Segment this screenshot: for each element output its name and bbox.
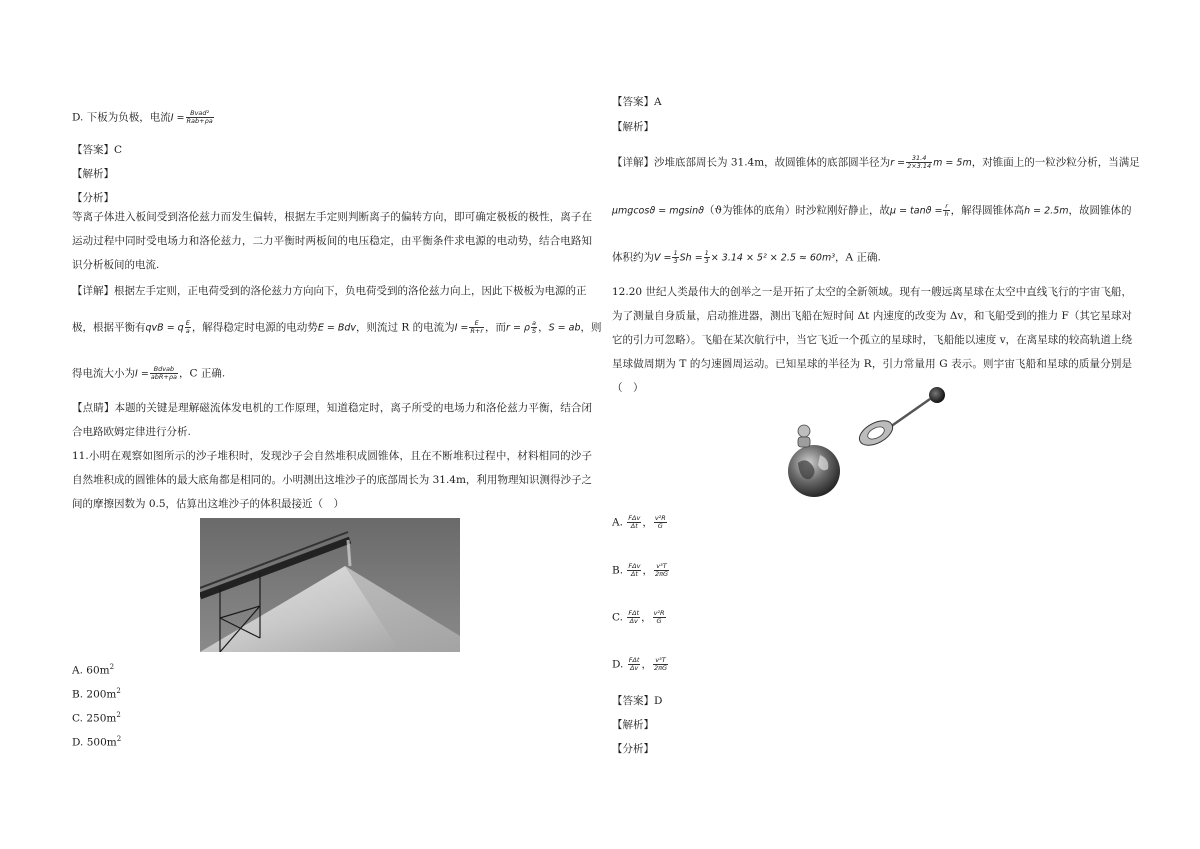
text-segment: ，C 正确.: [178, 367, 226, 380]
fraction-denominator: Δt: [630, 569, 638, 578]
separator: ，: [641, 658, 652, 671]
fraction-denominator: h: [944, 209, 949, 218]
fraction-denominator: 2×3.14: [907, 161, 932, 170]
text-segment: ，: [538, 321, 549, 334]
text-segment: 得电流大小为: [72, 367, 135, 380]
analysis-label: 【解析】: [72, 168, 114, 180]
equation-segment: Sh =: [679, 252, 703, 264]
equation-segment: μ = tanϑ =: [890, 205, 943, 217]
separator: ，: [642, 516, 653, 529]
fraction-numerator: v²R: [653, 609, 665, 617]
fraction: [627, 515, 641, 530]
equation-segment: S = ab: [548, 322, 581, 334]
text-segment: 极，根据平衡有: [72, 321, 146, 334]
fraction-denominator: G: [656, 616, 662, 625]
text-segment: ，解得稳定时电源的电动势: [191, 321, 318, 334]
option-text: A. 60m: [72, 664, 110, 677]
fraction: [906, 155, 932, 170]
sand-pile-photo: [200, 518, 460, 652]
fraction-numerator: FΔv: [628, 562, 641, 570]
text-segment: ，则: [580, 321, 602, 334]
text-segment: ，故圆锥体的: [1068, 204, 1132, 217]
option-text: B. 200m: [72, 688, 117, 701]
fraction-denominator: 3: [704, 256, 709, 265]
fraction-numerator: Bvad²: [186, 110, 214, 118]
equation-segment: × 3.14 × 5² × 2.5 ≈ 60m³: [710, 252, 836, 264]
fraction: [654, 563, 669, 578]
option-d-fraction: [186, 110, 214, 125]
fraction: [627, 610, 640, 625]
fraction-denominator: G: [657, 521, 663, 530]
fraction: [654, 515, 667, 530]
fraction-denominator: Δt: [630, 521, 638, 530]
fraction-denominator: a: [185, 326, 190, 335]
fraction-denominator: Rab+ρa: [186, 116, 213, 125]
spaceship-illustration: [780, 385, 950, 500]
answer-label-2: 【答案】D: [612, 695, 663, 707]
equation-segment: μmgcosϑ = mgsinϑ: [612, 205, 704, 217]
superscript: 2: [116, 711, 121, 719]
q12-option-a: [612, 515, 668, 530]
fraction-numerator: a: [532, 319, 537, 327]
fraction-denominator: 2πG: [653, 663, 668, 672]
fraction-numerator: Bdvab: [150, 366, 178, 374]
dianjing-paragraph: 【点睛】本题的关键是理解磁流体发电机的工作原理，知道稳定时，离子所受的电场力和洛伦兹力平衡，结合闭合电路欧姆定律进行分析.: [72, 402, 592, 438]
text-segment: ，对锥面上的一粒沙粒分析，当满足: [971, 156, 1140, 169]
fenxi-label: 【分析】: [612, 743, 654, 755]
fraction: [704, 250, 710, 265]
superscript: 2: [109, 663, 115, 671]
analysis-label-2: 【解析】: [612, 719, 654, 731]
option-label: A.: [612, 516, 623, 529]
fraction: [653, 610, 666, 625]
fraction-numerator: v²R: [654, 514, 666, 522]
option-text: C. 250m: [72, 712, 117, 725]
xiangjie-line-3: [72, 366, 225, 381]
equation-segment: r =: [890, 157, 906, 169]
text-segment: 体积约为: [612, 251, 654, 264]
superscript: 2: [116, 735, 122, 743]
equation-segment: h = 2.5m: [1024, 205, 1069, 217]
spaceship-planet-figure: [780, 385, 950, 500]
fraction-numerator: 1: [673, 249, 678, 257]
fraction-numerator: 31.4: [906, 155, 932, 163]
option-label: D.: [612, 658, 624, 671]
text-segment: ，则流过 R 的电流为: [355, 321, 455, 334]
separator: ，: [641, 611, 652, 624]
q12-option-c: [612, 610, 667, 625]
fraction-denominator: abR+ρa: [150, 372, 177, 381]
q11-option-a: [72, 664, 114, 676]
xiangjie-line-2: [72, 320, 601, 335]
equation-segment: I =: [135, 368, 149, 380]
option-label: C.: [612, 611, 623, 624]
equation-segment: r = ρ: [506, 322, 530, 334]
equation-segment: E = Bdv: [317, 322, 356, 334]
fraction: [943, 203, 949, 218]
fraction: [150, 366, 178, 381]
fraction-numerator: v³T: [654, 563, 669, 571]
option-d-line: [72, 110, 215, 125]
option-label: B.: [612, 564, 624, 577]
fraction: [627, 563, 641, 578]
fraction-numerator: E: [185, 319, 190, 327]
question-12-text: 12.20 世纪人类最伟大的创举之一是开拓了太空的全新领域。现有一艘远离星球在太空中直线飞行的宇宙飞船，为了测量自身质量，启动推进器，测出飞船在短时间 Δt 内速度的改变为 Δv，和飞船受到的推力 F（其它星球对它的引力可忽略）。飞船在某次航行中，当它飞近一个孤立的星球时，飞船能以速度 v，在离星球的较高轨道上绕星球做周期为 T 的匀速圆周运动。已知星球的半径为 R，引力常量用 G 表示。则宇宙飞船和星球的质量分别是（ ）: [612, 286, 1132, 394]
text-segment: ，A 正确.: [835, 251, 881, 264]
text-segment: （ϑ为锥体的底角）时沙粒刚好静止，故: [703, 204, 890, 217]
fraction-numerator: v³T: [653, 657, 668, 665]
fenxi-paragraph: 等离子体进入板间受到洛伦兹力而发生偏转，根据左手定则判断离子的偏转方向，即可确定极板的极性，离子在运动过程中同时受电场力和洛伦兹力，二力平衡时两板间的电压稳定，由平衡条件求电源的电动势，结合电路知识分析板间的电流.: [72, 211, 592, 271]
text-segment: 【详解】沙堆底部周长为 31.4m，故圆锥体的底部圆半径为: [612, 156, 891, 169]
q11-option-b: [72, 688, 121, 700]
xiangjie-line-1: [612, 155, 1140, 170]
fraction: [469, 320, 484, 335]
xiangjie-line-2: [612, 203, 1132, 218]
fraction: [653, 657, 668, 672]
equation-segment: m = 5m: [933, 157, 972, 169]
fraction-numerator: r: [945, 202, 948, 210]
fraction: [672, 250, 678, 265]
fraction-numerator: E: [469, 320, 484, 328]
answer-label: 【答案】A: [612, 96, 662, 108]
fraction-numerator: FΔt: [628, 656, 640, 664]
fraction-numerator: 1: [704, 249, 709, 257]
fraction-numerator: FΔt: [628, 609, 640, 617]
fraction-numerator: FΔv: [628, 514, 641, 522]
answer-label: 【答案】C: [72, 144, 123, 156]
analysis-label: 【解析】: [612, 121, 654, 133]
fraction: [185, 320, 191, 335]
fraction: [628, 657, 641, 672]
fraction-denominator: Δv: [629, 616, 638, 625]
sand-pile-illustration: [200, 518, 460, 652]
equation-segment: V =: [654, 252, 672, 264]
separator: ，: [642, 564, 653, 577]
option-d-prefix: D. 下板为负极，电流: [72, 111, 171, 124]
text-segment: ，解得圆锥体高: [950, 204, 1025, 217]
option-d-formula-lhs: I =: [170, 112, 185, 124]
superscript: 2: [116, 687, 121, 695]
fraction-denominator: 2πG: [654, 569, 669, 578]
q11-option-d: [72, 736, 121, 748]
fraction-denominator: Δv: [629, 663, 639, 672]
q12-option-b: [612, 563, 670, 578]
q12-option-d: [612, 657, 669, 672]
equation-segment: qvB = q: [145, 322, 184, 334]
equation-segment: I =: [454, 322, 469, 334]
fraction-denominator: R+r: [470, 326, 484, 335]
text-segment: ，而: [485, 321, 507, 334]
q11-option-c: [72, 712, 121, 724]
fraction: [531, 320, 537, 335]
xiangjie-line-1: 【详解】根据左手定则，正电荷受到的洛伦兹力方向向下，负电荷受到的洛伦兹力向上，因此下极板为电源的正: [72, 285, 587, 297]
fraction-denominator: S: [531, 326, 537, 335]
fenxi-label: 【分析】: [72, 192, 114, 204]
option-text: D. 500m: [72, 736, 117, 749]
fraction-denominator: 3: [673, 256, 678, 265]
xiangjie-line-3: [612, 250, 881, 265]
question-11-text: 11.小明在观察如图所示的沙子堆积时，发现沙子会自然堆积成圆锥体，且在不断堆积过程中，材料相同的沙子自然堆积成的圆锥体的最大底角都是相同的。小明测出这堆沙子的底部周长为 31.4m，利用物理知识测得沙子之间的摩擦因数为 0.5，估算出这堆沙子的体积最接近（ ）: [72, 450, 592, 510]
